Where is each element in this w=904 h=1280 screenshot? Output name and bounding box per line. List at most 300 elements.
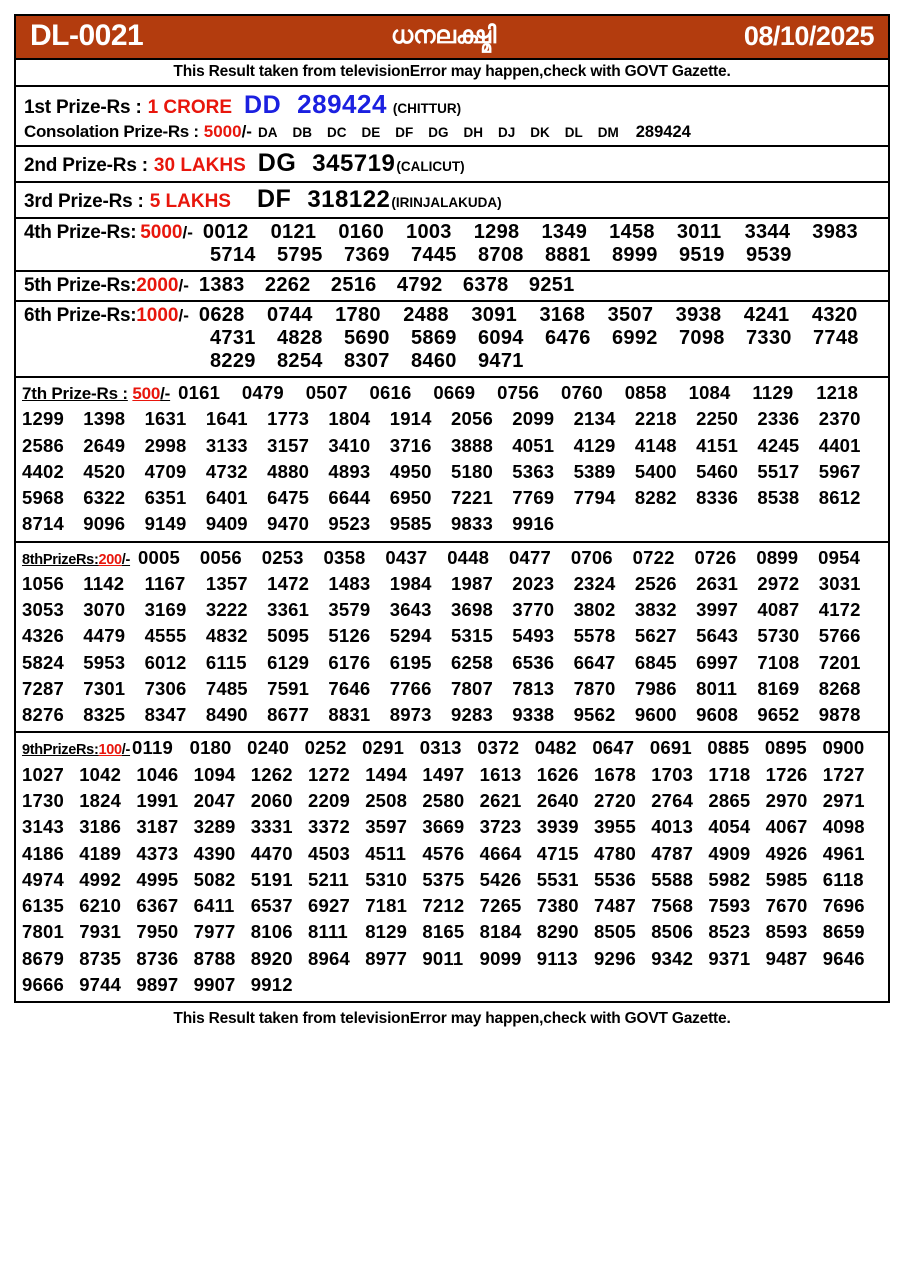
prize-number: 0477 [509, 546, 551, 568]
consolation-series-code: DF [395, 125, 414, 140]
second-prize-series: DG [257, 149, 297, 177]
fourth-prize-block [16, 219, 888, 272]
prize-number: 7696 [822, 895, 865, 917]
prize-number: 1472 [267, 572, 310, 594]
sixth-prize-numbers-row2 [210, 327, 880, 350]
prize-number: 9833 [450, 513, 493, 535]
eighth-prize-head [22, 545, 880, 571]
prize-number: 9646 [822, 947, 865, 969]
prize-number: 9096 [83, 513, 126, 535]
prize-number: 9916 [512, 513, 555, 535]
second-prize-label: 2nd Prize-Rs : [24, 155, 148, 176]
prize-number: 1056 [22, 572, 64, 594]
third-prize-series: DF [256, 185, 292, 213]
prize-number: 1272 [308, 763, 350, 785]
third-prize-number: 318122 [307, 186, 391, 213]
prize-number: 2047 [193, 789, 236, 811]
consolation-number: 289424 [635, 123, 691, 141]
prize-number: 1094 [193, 763, 236, 785]
prize-number: 2060 [250, 789, 293, 811]
fourth-prize-row2-wrap [210, 244, 880, 267]
prize-number: 5389 [573, 460, 616, 482]
prize-number: 3579 [328, 599, 371, 621]
prize-number: 5095 [267, 625, 310, 647]
prize-number: 9471 [478, 350, 524, 372]
prize-number: 7568 [651, 895, 694, 917]
prize-number: 4926 [765, 842, 808, 864]
top-disclaimer: This Result taken from televisionError may happen,check with GOVT Gazette. [16, 60, 888, 87]
prize-number: 5869 [411, 327, 457, 349]
prize-number: 0507 [305, 382, 348, 403]
prize-number: 8506 [651, 921, 694, 943]
prize-number: 3716 [389, 434, 432, 456]
prize-number: 7986 [634, 677, 677, 699]
eighth-prize-numbers-rest [22, 571, 880, 729]
prize-number: 3955 [594, 816, 636, 838]
prize-number: 4961 [822, 842, 865, 864]
prize-number: 7870 [573, 677, 616, 699]
ninth-prize-head [22, 735, 880, 761]
prize-number: 8735 [79, 947, 122, 969]
consolation-slash: /- [241, 122, 252, 141]
fourth-prize-label: 4th Prize-Rs: [24, 222, 137, 243]
prize-number: 7369 [344, 244, 390, 266]
second-prize-block [16, 147, 888, 183]
prize-number: 2971 [822, 789, 865, 811]
seventh-prize-head [22, 380, 880, 406]
prize-number: 4792 [396, 274, 443, 296]
sixth-prize-slash: /- [178, 306, 189, 325]
prize-number: 7380 [536, 895, 579, 917]
prize-number: 4054 [708, 816, 751, 838]
prize-number: 3802 [573, 599, 616, 621]
seventh-prize-numbers-row1 [178, 380, 880, 406]
consolation-amount: 5000 [203, 122, 242, 141]
prize-number: 1003 [406, 221, 452, 243]
consolation-series-list [258, 125, 634, 140]
prize-number: 4189 [79, 842, 122, 864]
prize-number: 1383 [198, 274, 245, 296]
prize-number: 5714 [210, 244, 256, 266]
prize-number: 5082 [193, 868, 236, 890]
prize-number: 4709 [144, 460, 187, 482]
prize-number: 3983 [812, 221, 858, 243]
prize-number: 4950 [389, 460, 432, 482]
consolation-series-code: DL [564, 125, 583, 140]
lottery-name: ധനലക്ഷ്മി [390, 22, 497, 49]
prize-number: 6135 [22, 895, 64, 917]
prize-number: 8129 [365, 921, 408, 943]
prize-number: 7221 [450, 487, 493, 509]
prize-number: 2631 [696, 572, 739, 594]
prize-number: 7330 [746, 327, 792, 349]
prize-number: 4172 [818, 599, 861, 621]
prize-number: 1824 [79, 789, 122, 811]
prize-number: 6997 [696, 651, 739, 673]
prize-number: 2972 [757, 572, 800, 594]
ticket-code: DL-0021 [30, 19, 144, 52]
prize-number: 9666 [22, 973, 64, 995]
first-prize-row [24, 89, 880, 120]
prize-number: 4780 [594, 842, 636, 864]
prize-number: 3031 [818, 572, 861, 594]
consolation-series-code: DH [463, 125, 483, 140]
prize-number: 2649 [83, 434, 126, 456]
prize-number: 9011 [422, 947, 464, 969]
prize-number: 1398 [83, 408, 126, 430]
prize-number: 5627 [634, 625, 677, 647]
prize-number: 3169 [144, 599, 187, 621]
prize-number: 4186 [22, 842, 64, 864]
prize-number: 4880 [267, 460, 310, 482]
prize-number: 2720 [594, 789, 636, 811]
prize-number: 0253 [261, 546, 304, 568]
first-prize-block [16, 87, 888, 147]
prize-number: 1349 [541, 221, 588, 243]
prize-number: 8973 [389, 704, 432, 726]
ninth-prize-numbers-row1 [132, 735, 880, 761]
prize-number: 0240 [247, 737, 290, 759]
prize-number: 1042 [79, 763, 122, 785]
prize-number: 8011 [696, 677, 738, 699]
prize-number: 3053 [22, 599, 64, 621]
prize-number: 2056 [450, 408, 493, 430]
prize-number: 4148 [634, 434, 677, 456]
prize-number: 3597 [365, 816, 408, 838]
prize-number: 7487 [594, 895, 636, 917]
ninth-prize-label: 9thPrizeRs: [22, 742, 99, 759]
prize-number: 6647 [573, 651, 616, 673]
prize-number: 5690 [344, 327, 390, 349]
prize-number: 1987 [450, 572, 493, 594]
eighth-prize-slash: /- [121, 551, 131, 568]
result-header-bar [16, 16, 888, 60]
prize-number: 3669 [422, 816, 465, 838]
prize-number: 5493 [512, 625, 555, 647]
prize-number: 0669 [433, 382, 476, 403]
prize-number: 5310 [365, 868, 408, 890]
prize-number: 8325 [83, 704, 126, 726]
first-prize-label: 1st Prize-Rs : [24, 97, 142, 118]
result-card [14, 14, 890, 1003]
prize-number: 7766 [389, 677, 432, 699]
prize-number: 8659 [822, 921, 865, 943]
fourth-prize-amount: 5000 [140, 222, 183, 243]
prize-number: 0900 [822, 737, 865, 759]
prize-number: 1357 [205, 572, 248, 594]
prize-number: 8964 [308, 947, 350, 969]
ninth-prize-amount: 100 [98, 742, 122, 759]
prize-number: 5517 [757, 460, 800, 482]
prize-number: 0899 [756, 546, 799, 568]
sixth-prize-amount: 1000 [136, 305, 179, 326]
prize-number: 8169 [757, 677, 800, 699]
prize-number: 2970 [765, 789, 808, 811]
prize-number: 8677 [267, 704, 310, 726]
second-prize-place: (CALICUT) [396, 159, 465, 174]
seventh-prize-slash: /- [160, 384, 171, 403]
prize-number: 0760 [560, 382, 603, 403]
second-prize-row [24, 149, 880, 178]
prize-number: 3939 [536, 816, 579, 838]
prize-number: 3888 [450, 434, 493, 456]
prize-number: 3643 [389, 599, 432, 621]
prize-number: 0726 [694, 546, 737, 568]
prize-number: 4067 [765, 816, 808, 838]
prize-number: 0647 [592, 737, 635, 759]
prize-number: 6210 [79, 895, 122, 917]
prize-number: 6195 [389, 651, 432, 673]
prize-number: 9585 [389, 513, 432, 535]
prize-number: 1780 [335, 304, 381, 326]
prize-number: 2099 [512, 408, 555, 430]
prize-number: 4503 [308, 842, 350, 864]
prize-number: 8290 [536, 921, 579, 943]
prize-number: 3331 [250, 816, 293, 838]
prize-number: 1613 [479, 763, 522, 785]
prize-number: 8523 [708, 921, 751, 943]
third-prize-block [16, 183, 888, 219]
prize-number: 6845 [634, 651, 677, 673]
prize-number: 8612 [818, 487, 861, 509]
prize-number: 1497 [422, 763, 465, 785]
prize-number: 8788 [193, 947, 236, 969]
consolation-series-code: DM [597, 125, 619, 140]
prize-number: 7646 [328, 677, 371, 699]
prize-number: 5588 [651, 868, 694, 890]
prize-number: 2621 [479, 789, 522, 811]
prize-number: 1718 [708, 763, 751, 785]
prize-number: 3361 [267, 599, 310, 621]
prize-number: 8999 [612, 244, 658, 266]
prize-number: 7593 [708, 895, 751, 917]
prize-number: 0358 [323, 546, 366, 568]
prize-number: 4013 [651, 816, 694, 838]
prize-number: 1167 [144, 572, 186, 594]
prize-number: 5982 [708, 868, 751, 890]
prize-number: 7265 [479, 895, 522, 917]
prize-number: 1730 [22, 789, 64, 811]
eighth-prize-block [16, 543, 888, 734]
prize-number: 3222 [205, 599, 248, 621]
fourth-prize-numbers-row1 [203, 221, 880, 244]
prize-number: 8165 [422, 921, 465, 943]
prize-number: 3372 [308, 816, 350, 838]
prize-number: 8593 [765, 921, 808, 943]
prize-number: 9608 [696, 704, 739, 726]
prize-number: 5967 [818, 460, 861, 482]
prize-number: 9562 [573, 704, 616, 726]
prize-number: 8977 [365, 947, 408, 969]
prize-number: 4787 [651, 842, 694, 864]
consolation-series-code: DB [292, 125, 312, 140]
prize-number: 2580 [422, 789, 465, 811]
prize-number: 8106 [250, 921, 293, 943]
eighth-prize-amount: 200 [98, 551, 122, 568]
prize-number: 3344 [744, 221, 791, 243]
prize-number: 1631 [144, 408, 187, 430]
prize-number: 4992 [79, 868, 122, 890]
prize-number: 9539 [746, 244, 792, 266]
prize-number: 8679 [22, 947, 64, 969]
prize-number: 4245 [757, 434, 800, 456]
prize-number: 4402 [22, 460, 64, 482]
prize-number: 6644 [328, 487, 371, 509]
prize-number: 0954 [818, 546, 861, 568]
prize-number: 4470 [250, 842, 293, 864]
prize-number: 2508 [365, 789, 408, 811]
prize-number: 6536 [512, 651, 555, 673]
consolation-prize-row [24, 122, 880, 142]
prize-number: 2586 [22, 434, 64, 456]
prize-number: 6411 [193, 895, 235, 917]
prize-number: 4401 [818, 434, 861, 456]
prize-number: 4129 [573, 434, 616, 456]
prize-number: 8490 [205, 704, 248, 726]
prize-number: 7670 [765, 895, 808, 917]
prize-number: 7977 [193, 921, 236, 943]
prize-number: 5211 [308, 868, 349, 890]
prize-number: 7201 [818, 651, 861, 673]
prize-number: 8268 [818, 677, 861, 699]
prize-number: 4555 [144, 625, 187, 647]
prize-number: 0691 [649, 737, 692, 759]
sixth-prize-block [16, 302, 888, 378]
prize-number: 0885 [707, 737, 750, 759]
prize-number: 4732 [205, 460, 248, 482]
prize-number: 8254 [277, 350, 323, 372]
prize-number: 0858 [624, 382, 667, 403]
prize-number: 0448 [447, 546, 490, 568]
prize-number: 8276 [22, 704, 64, 726]
fifth-prize-label: 5th Prize-Rs: [24, 275, 137, 296]
third-prize-amount: 5 LAKHS [149, 191, 231, 212]
prize-number: 3157 [267, 434, 310, 456]
prize-number: 2998 [144, 434, 187, 456]
prize-number: 0616 [369, 382, 412, 403]
prize-number: 0313 [419, 737, 462, 759]
prize-number: 9523 [328, 513, 371, 535]
prize-number: 4832 [205, 625, 248, 647]
prize-number: 4326 [22, 625, 64, 647]
prize-number: 4241 [743, 304, 790, 326]
sixth-prize-numbers-row3 [210, 350, 880, 373]
fifth-prize-slash: /- [178, 276, 189, 295]
prize-number: 7212 [422, 895, 465, 917]
prize-number: 2764 [651, 789, 694, 811]
prize-number: 2023 [512, 572, 555, 594]
prize-number: 6115 [205, 651, 247, 673]
ninth-prize-slash: /- [121, 742, 131, 759]
prize-number: 5824 [22, 651, 64, 673]
prize-number: 9099 [479, 947, 522, 969]
prize-number: 2262 [264, 274, 311, 296]
prize-number: 8708 [478, 244, 524, 266]
prize-number: 2250 [696, 408, 739, 430]
prize-number: 1773 [267, 408, 310, 430]
prize-number: 7181 [365, 895, 408, 917]
prize-number: 1142 [83, 572, 125, 594]
fifth-prize-block [16, 272, 888, 302]
prize-number: 1298 [473, 221, 520, 243]
third-prize-label: 3rd Prize-Rs : [24, 191, 144, 212]
prize-number: 3186 [79, 816, 122, 838]
sixth-prize-row2-wrap [210, 327, 880, 350]
prize-number: 3723 [479, 816, 522, 838]
fifth-prize-amount: 2000 [136, 275, 179, 296]
sixth-prize-row3-wrap [210, 350, 880, 373]
prize-number: 1262 [250, 763, 293, 785]
prize-number: 6012 [144, 651, 187, 673]
consolation-series-code: DC [326, 125, 347, 140]
prize-number: 0895 [764, 737, 807, 759]
prize-number: 7287 [22, 677, 64, 699]
prize-number: 2134 [573, 408, 616, 430]
prize-number: 2516 [330, 274, 377, 296]
prize-number: 1626 [536, 763, 579, 785]
prize-number: 9600 [634, 704, 677, 726]
prize-number: 0722 [632, 546, 675, 568]
prize-number: 0756 [497, 382, 540, 403]
fourth-prize-numbers-row2 [210, 244, 880, 267]
prize-number: 5180 [450, 460, 493, 482]
seventh-prize-numbers-rest [22, 406, 880, 537]
seventh-prize-label: 7th Prize-Rs : [22, 384, 128, 403]
seventh-prize-block [16, 378, 888, 543]
seventh-prize-amount: 500 [132, 384, 161, 403]
prize-number: 4715 [536, 842, 579, 864]
prize-number: 1991 [136, 789, 179, 811]
sixth-prize-numbers-row1 [199, 304, 880, 327]
prize-number: 5730 [757, 625, 800, 647]
prize-number: 8307 [344, 350, 390, 372]
prize-number: 5643 [696, 625, 739, 647]
prize-number: 4893 [328, 460, 371, 482]
prize-number: 6950 [389, 487, 432, 509]
eighth-prize-numbers-row1 [138, 545, 880, 571]
prize-number: 2526 [634, 572, 677, 594]
prize-number: 6351 [144, 487, 187, 509]
consolation-series-code: DG [428, 125, 449, 140]
prize-number: 7748 [813, 327, 859, 349]
prize-number: 2640 [536, 789, 579, 811]
prize-number: 3091 [471, 304, 518, 326]
prize-number: 4520 [83, 460, 126, 482]
prize-number: 7794 [573, 487, 616, 509]
prize-number: 3168 [539, 304, 586, 326]
prize-number: 8736 [136, 947, 179, 969]
prize-number: 9409 [205, 513, 248, 535]
prize-number: 9878 [818, 704, 861, 726]
consolation-series-code: DA [257, 125, 278, 140]
prize-number: 5460 [696, 460, 739, 482]
consolation-series-code: DK [530, 125, 550, 140]
fourth-prize-head [24, 221, 880, 244]
prize-number: 1299 [22, 408, 64, 430]
prize-number: 5126 [328, 625, 371, 647]
prize-number: 4731 [210, 327, 256, 349]
fifth-prize-numbers [199, 274, 880, 297]
prize-number: 0160 [338, 221, 385, 243]
prize-number: 4098 [822, 816, 865, 838]
prize-number: 4390 [193, 842, 236, 864]
prize-number: 3997 [696, 599, 739, 621]
prize-number: 2336 [757, 408, 800, 430]
prize-number: 5578 [573, 625, 616, 647]
prize-number: 6258 [450, 651, 493, 673]
prize-number: 1458 [609, 221, 655, 243]
prize-number: 1218 [816, 382, 859, 403]
